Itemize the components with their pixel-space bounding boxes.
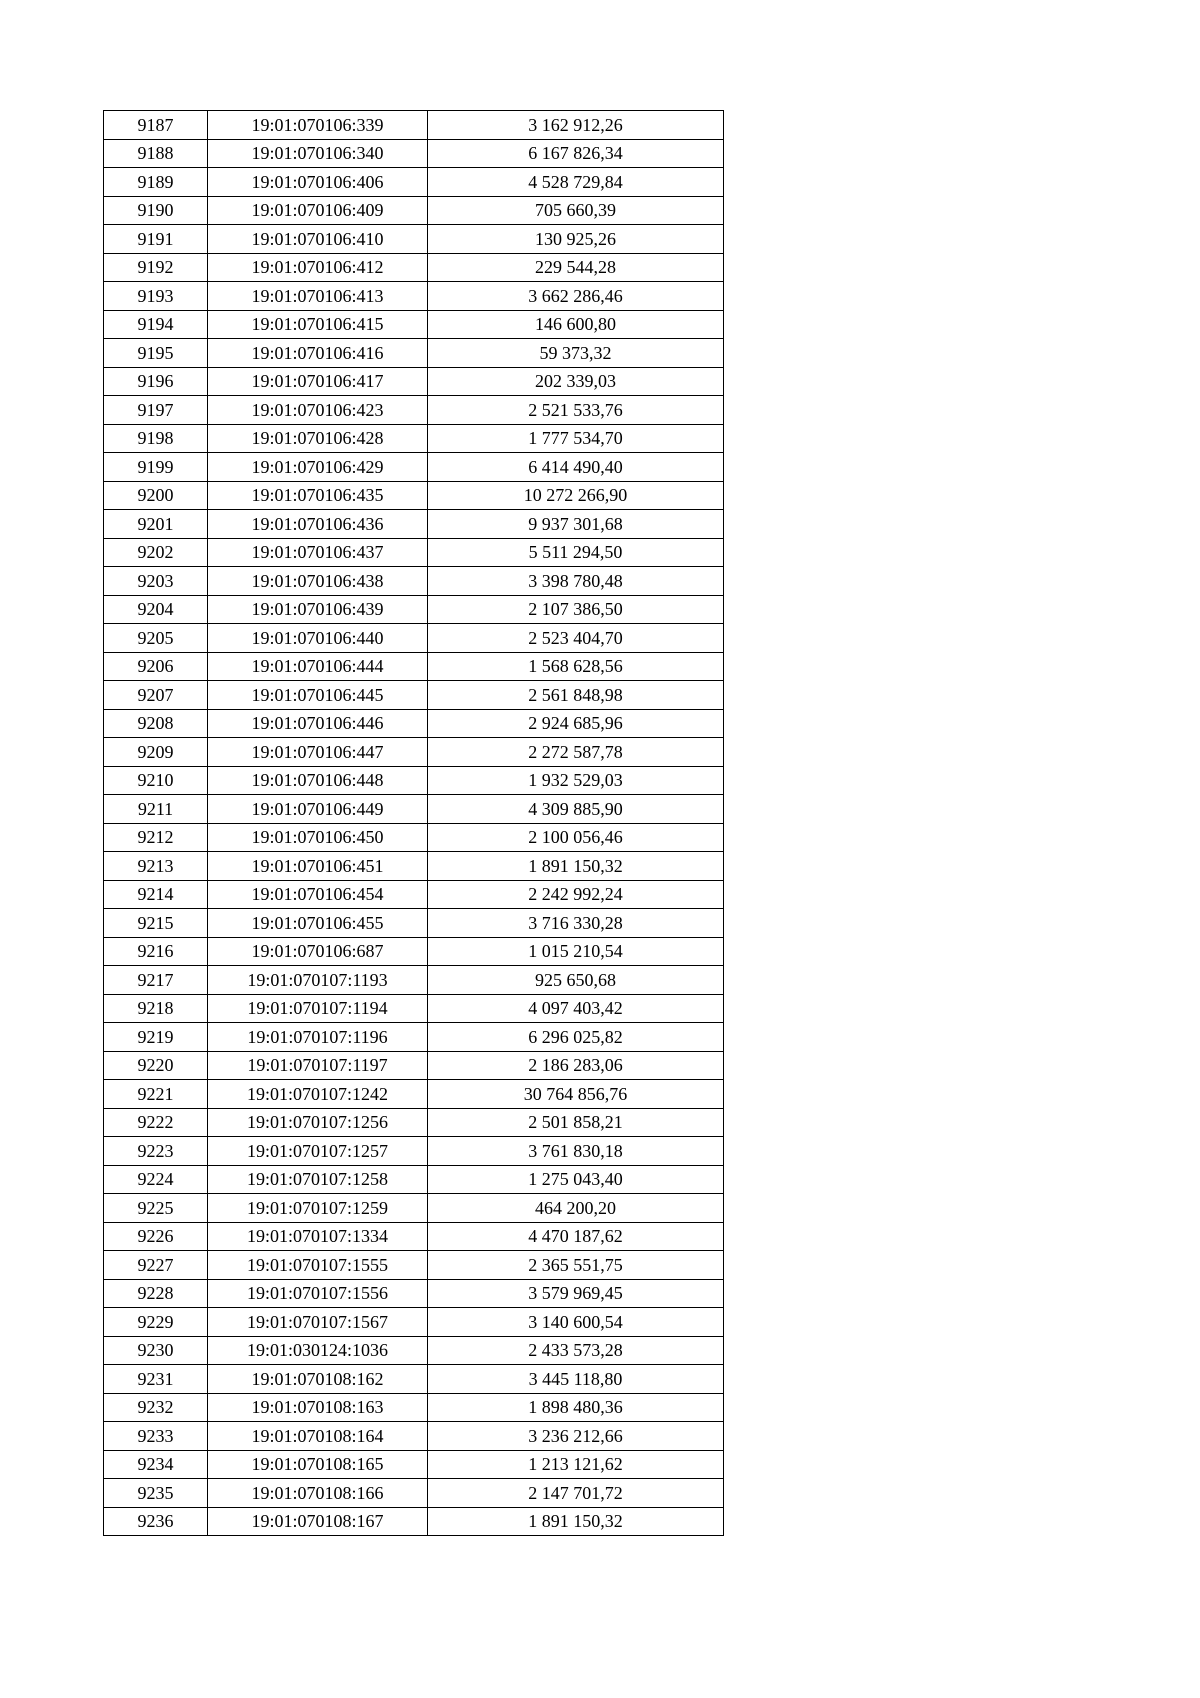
row-number-cell: 9196 xyxy=(104,367,208,396)
cadastral-value-cell: 6 414 490,40 xyxy=(428,453,724,482)
cadastral-value-cell: 1 777 534,70 xyxy=(428,424,724,453)
table-row xyxy=(104,1222,724,1251)
row-number-cell: 9192 xyxy=(104,253,208,282)
row-number-cell: 9227 xyxy=(104,1251,208,1280)
cadastral-number-cell: 19:01:070108:165 xyxy=(208,1450,428,1479)
cadastral-value-cell: 1 891 150,32 xyxy=(428,1507,724,1536)
cadastral-value-cell: 3 579 969,45 xyxy=(428,1279,724,1308)
table-row xyxy=(104,880,724,909)
table-row xyxy=(104,396,724,425)
table-row xyxy=(104,1365,724,1394)
table-row xyxy=(104,823,724,852)
cadastral-number-cell: 19:01:070107:1196 xyxy=(208,1023,428,1052)
table-row xyxy=(104,481,724,510)
table-row xyxy=(104,595,724,624)
table-row xyxy=(104,852,724,881)
table-row xyxy=(104,1023,724,1052)
cadastral-number-cell: 19:01:070106:450 xyxy=(208,823,428,852)
table-row xyxy=(104,367,724,396)
cadastral-number-cell: 19:01:070106:423 xyxy=(208,396,428,425)
cadastral-value-cell: 1 898 480,36 xyxy=(428,1393,724,1422)
table-row xyxy=(104,1137,724,1166)
cadastral-value-cell: 10 272 266,90 xyxy=(428,481,724,510)
cadastral-number-cell: 19:01:070108:164 xyxy=(208,1422,428,1451)
row-number-cell: 9216 xyxy=(104,937,208,966)
table-row xyxy=(104,994,724,1023)
row-number-cell: 9214 xyxy=(104,880,208,909)
cadastral-value-cell: 1 891 150,32 xyxy=(428,852,724,881)
row-number-cell: 9213 xyxy=(104,852,208,881)
cadastral-number-cell: 19:01:070106:451 xyxy=(208,852,428,881)
cadastral-number-cell: 19:01:070108:162 xyxy=(208,1365,428,1394)
cadastral-number-cell: 19:01:070107:1567 xyxy=(208,1308,428,1337)
row-number-cell: 9190 xyxy=(104,196,208,225)
table-row xyxy=(104,1080,724,1109)
cadastral-value-cell: 4 309 885,90 xyxy=(428,795,724,824)
row-number-cell: 9199 xyxy=(104,453,208,482)
row-number-cell: 9206 xyxy=(104,652,208,681)
table-row xyxy=(104,909,724,938)
cadastral-number-cell: 19:01:070106:415 xyxy=(208,310,428,339)
row-number-cell: 9215 xyxy=(104,909,208,938)
table-row xyxy=(104,738,724,767)
row-number-cell: 9224 xyxy=(104,1165,208,1194)
row-number-cell: 9235 xyxy=(104,1479,208,1508)
cadastral-number-cell: 19:01:030124:1036 xyxy=(208,1336,428,1365)
row-number-cell: 9222 xyxy=(104,1108,208,1137)
table-row xyxy=(104,1393,724,1422)
row-number-cell: 9230 xyxy=(104,1336,208,1365)
cadastral-value-cell: 202 339,03 xyxy=(428,367,724,396)
cadastral-value-cell: 2 147 701,72 xyxy=(428,1479,724,1508)
cadastral-number-cell: 19:01:070107:1555 xyxy=(208,1251,428,1280)
cadastral-value-cell: 2 272 587,78 xyxy=(428,738,724,767)
row-number-cell: 9219 xyxy=(104,1023,208,1052)
table-row xyxy=(104,652,724,681)
table-row xyxy=(104,538,724,567)
row-number-cell: 9208 xyxy=(104,709,208,738)
cadastral-value-cell: 1 568 628,56 xyxy=(428,652,724,681)
row-number-cell: 9236 xyxy=(104,1507,208,1536)
row-number-cell: 9209 xyxy=(104,738,208,767)
cadastral-number-cell: 19:01:070106:428 xyxy=(208,424,428,453)
cadastral-value-cell: 30 764 856,76 xyxy=(428,1080,724,1109)
cadastral-value-cell: 2 924 685,96 xyxy=(428,709,724,738)
cadastral-value-cell: 1 275 043,40 xyxy=(428,1165,724,1194)
cadastral-number-cell: 19:01:070107:1258 xyxy=(208,1165,428,1194)
table-row xyxy=(104,168,724,197)
cadastral-number-cell: 19:01:070106:412 xyxy=(208,253,428,282)
cadastral-value-cell: 6 296 025,82 xyxy=(428,1023,724,1052)
table-row xyxy=(104,282,724,311)
cadastral-number-cell: 19:01:070106:410 xyxy=(208,225,428,254)
table-row xyxy=(104,1450,724,1479)
cadastral-value-cell: 705 660,39 xyxy=(428,196,724,225)
cadastral-number-cell: 19:01:070106:446 xyxy=(208,709,428,738)
cadastral-number-cell: 19:01:070108:166 xyxy=(208,1479,428,1508)
row-number-cell: 9189 xyxy=(104,168,208,197)
cadastral-value-cell: 3 716 330,28 xyxy=(428,909,724,938)
row-number-cell: 9217 xyxy=(104,966,208,995)
row-number-cell: 9210 xyxy=(104,766,208,795)
row-number-cell: 9234 xyxy=(104,1450,208,1479)
row-number-cell: 9187 xyxy=(104,111,208,140)
cadastral-value-cell: 2 242 992,24 xyxy=(428,880,724,909)
table-row xyxy=(104,453,724,482)
cadastral-number-cell: 19:01:070107:1334 xyxy=(208,1222,428,1251)
cadastral-number-cell: 19:01:070107:1256 xyxy=(208,1108,428,1137)
cadastral-value-cell: 1 213 121,62 xyxy=(428,1450,724,1479)
row-number-cell: 9204 xyxy=(104,595,208,624)
row-number-cell: 9207 xyxy=(104,681,208,710)
row-number-cell: 9228 xyxy=(104,1279,208,1308)
table-row xyxy=(104,766,724,795)
cadastral-value-cell: 3 761 830,18 xyxy=(428,1137,724,1166)
cadastral-value-cell: 3 236 212,66 xyxy=(428,1422,724,1451)
table-row xyxy=(104,937,724,966)
table-row xyxy=(104,196,724,225)
row-number-cell: 9226 xyxy=(104,1222,208,1251)
cadastral-value-cell: 2 561 848,98 xyxy=(428,681,724,710)
table-row xyxy=(104,1251,724,1280)
row-number-cell: 9202 xyxy=(104,538,208,567)
cadastral-value-cell: 5 511 294,50 xyxy=(428,538,724,567)
cadastral-value-cell: 4 528 729,84 xyxy=(428,168,724,197)
table-row xyxy=(104,510,724,539)
cadastral-value-cell: 2 107 386,50 xyxy=(428,595,724,624)
cadastral-value-cell: 3 445 118,80 xyxy=(428,1365,724,1394)
table-row xyxy=(104,1308,724,1337)
table-row xyxy=(104,795,724,824)
row-number-cell: 9220 xyxy=(104,1051,208,1080)
row-number-cell: 9188 xyxy=(104,139,208,168)
cadastral-number-cell: 19:01:070107:1194 xyxy=(208,994,428,1023)
table-row xyxy=(104,1194,724,1223)
cadastral-number-cell: 19:01:070106:448 xyxy=(208,766,428,795)
cadastral-value-cell: 3 162 912,26 xyxy=(428,111,724,140)
table-row xyxy=(104,310,724,339)
row-number-cell: 9231 xyxy=(104,1365,208,1394)
row-number-cell: 9198 xyxy=(104,424,208,453)
cadastral-number-cell: 19:01:070106:447 xyxy=(208,738,428,767)
table-row xyxy=(104,1165,724,1194)
cadastral-value-cell: 1 932 529,03 xyxy=(428,766,724,795)
row-number-cell: 9232 xyxy=(104,1393,208,1422)
cadastral-value-cell: 2 501 858,21 xyxy=(428,1108,724,1137)
row-number-cell: 9200 xyxy=(104,481,208,510)
cadastral-value-cell: 59 373,32 xyxy=(428,339,724,368)
table-row xyxy=(104,1479,724,1508)
row-number-cell: 9218 xyxy=(104,994,208,1023)
cadastral-value-cell: 1 015 210,54 xyxy=(428,937,724,966)
cadastral-number-cell: 19:01:070106:687 xyxy=(208,937,428,966)
cadastral-value-cell: 925 650,68 xyxy=(428,966,724,995)
cadastral-number-cell: 19:01:070106:440 xyxy=(208,624,428,653)
cadastral-number-cell: 19:01:070107:1556 xyxy=(208,1279,428,1308)
cadastral-value-cell: 3 662 286,46 xyxy=(428,282,724,311)
cadastral-number-cell: 19:01:070106:339 xyxy=(208,111,428,140)
row-number-cell: 9229 xyxy=(104,1308,208,1337)
table-row xyxy=(104,424,724,453)
table-row xyxy=(104,1279,724,1308)
cadastral-value-cell: 4 097 403,42 xyxy=(428,994,724,1023)
table-row xyxy=(104,1108,724,1137)
table-row xyxy=(104,339,724,368)
table-row xyxy=(104,225,724,254)
row-number-cell: 9197 xyxy=(104,396,208,425)
row-number-cell: 9203 xyxy=(104,567,208,596)
cadastral-value-cell: 146 600,80 xyxy=(428,310,724,339)
row-number-cell: 9205 xyxy=(104,624,208,653)
cadastral-number-cell: 19:01:070106:439 xyxy=(208,595,428,624)
row-number-cell: 9233 xyxy=(104,1422,208,1451)
cadastral-number-cell: 19:01:070107:1259 xyxy=(208,1194,428,1223)
row-number-cell: 9195 xyxy=(104,339,208,368)
cadastral-value-cell: 464 200,20 xyxy=(428,1194,724,1223)
row-number-cell: 9225 xyxy=(104,1194,208,1223)
row-number-cell: 9212 xyxy=(104,823,208,852)
cadastral-number-cell: 19:01:070108:163 xyxy=(208,1393,428,1422)
row-number-cell: 9201 xyxy=(104,510,208,539)
cadastral-number-cell: 19:01:070106:416 xyxy=(208,339,428,368)
cadastral-number-cell: 19:01:070106:445 xyxy=(208,681,428,710)
cadastral-number-cell: 19:01:070106:435 xyxy=(208,481,428,510)
cadastral-value-table xyxy=(103,110,724,1536)
table-row xyxy=(104,681,724,710)
cadastral-number-cell: 19:01:070106:409 xyxy=(208,196,428,225)
cadastral-number-cell: 19:01:070106:417 xyxy=(208,367,428,396)
row-number-cell: 9211 xyxy=(104,795,208,824)
table-row xyxy=(104,139,724,168)
table-row xyxy=(104,624,724,653)
cadastral-number-cell: 19:01:070108:167 xyxy=(208,1507,428,1536)
table-row xyxy=(104,966,724,995)
cadastral-number-cell: 19:01:070106:406 xyxy=(208,168,428,197)
cadastral-value-cell: 2 365 551,75 xyxy=(428,1251,724,1280)
cadastral-number-cell: 19:01:070106:340 xyxy=(208,139,428,168)
cadastral-number-cell: 19:01:070106:438 xyxy=(208,567,428,596)
table-row xyxy=(104,111,724,140)
cadastral-number-cell: 19:01:070107:1197 xyxy=(208,1051,428,1080)
cadastral-number-cell: 19:01:070107:1193 xyxy=(208,966,428,995)
cadastral-number-cell: 19:01:070106:444 xyxy=(208,652,428,681)
cadastral-value-cell: 2 521 533,76 xyxy=(428,396,724,425)
table-row xyxy=(104,1051,724,1080)
cadastral-value-cell: 6 167 826,34 xyxy=(428,139,724,168)
table-row xyxy=(104,567,724,596)
cadastral-value-cell: 4 470 187,62 xyxy=(428,1222,724,1251)
cadastral-number-cell: 19:01:070106:455 xyxy=(208,909,428,938)
table-row xyxy=(104,1422,724,1451)
row-number-cell: 9221 xyxy=(104,1080,208,1109)
cadastral-number-cell: 19:01:070106:449 xyxy=(208,795,428,824)
cadastral-value-cell: 2 100 056,46 xyxy=(428,823,724,852)
row-number-cell: 9194 xyxy=(104,310,208,339)
cadastral-number-cell: 19:01:070106:429 xyxy=(208,453,428,482)
cadastral-value-cell: 2 523 404,70 xyxy=(428,624,724,653)
cadastral-number-cell: 19:01:070106:413 xyxy=(208,282,428,311)
cadastral-value-cell: 229 544,28 xyxy=(428,253,724,282)
cadastral-number-cell: 19:01:070107:1242 xyxy=(208,1080,428,1109)
cadastral-number-cell: 19:01:070106:437 xyxy=(208,538,428,567)
cadastral-number-cell: 19:01:070107:1257 xyxy=(208,1137,428,1166)
table-row xyxy=(104,709,724,738)
table-row xyxy=(104,1507,724,1536)
cadastral-number-cell: 19:01:070106:436 xyxy=(208,510,428,539)
cadastral-value-cell: 3 140 600,54 xyxy=(428,1308,724,1337)
row-number-cell: 9223 xyxy=(104,1137,208,1166)
table-row xyxy=(104,1336,724,1365)
cadastral-value-cell: 130 925,26 xyxy=(428,225,724,254)
row-number-cell: 9191 xyxy=(104,225,208,254)
cadastral-number-cell: 19:01:070106:454 xyxy=(208,880,428,909)
cadastral-value-cell: 2 433 573,28 xyxy=(428,1336,724,1365)
cadastral-value-cell: 2 186 283,06 xyxy=(428,1051,724,1080)
cadastral-value-cell: 9 937 301,68 xyxy=(428,510,724,539)
cadastral-value-cell: 3 398 780,48 xyxy=(428,567,724,596)
row-number-cell: 9193 xyxy=(104,282,208,311)
table-row xyxy=(104,253,724,282)
table-body xyxy=(104,111,724,1536)
